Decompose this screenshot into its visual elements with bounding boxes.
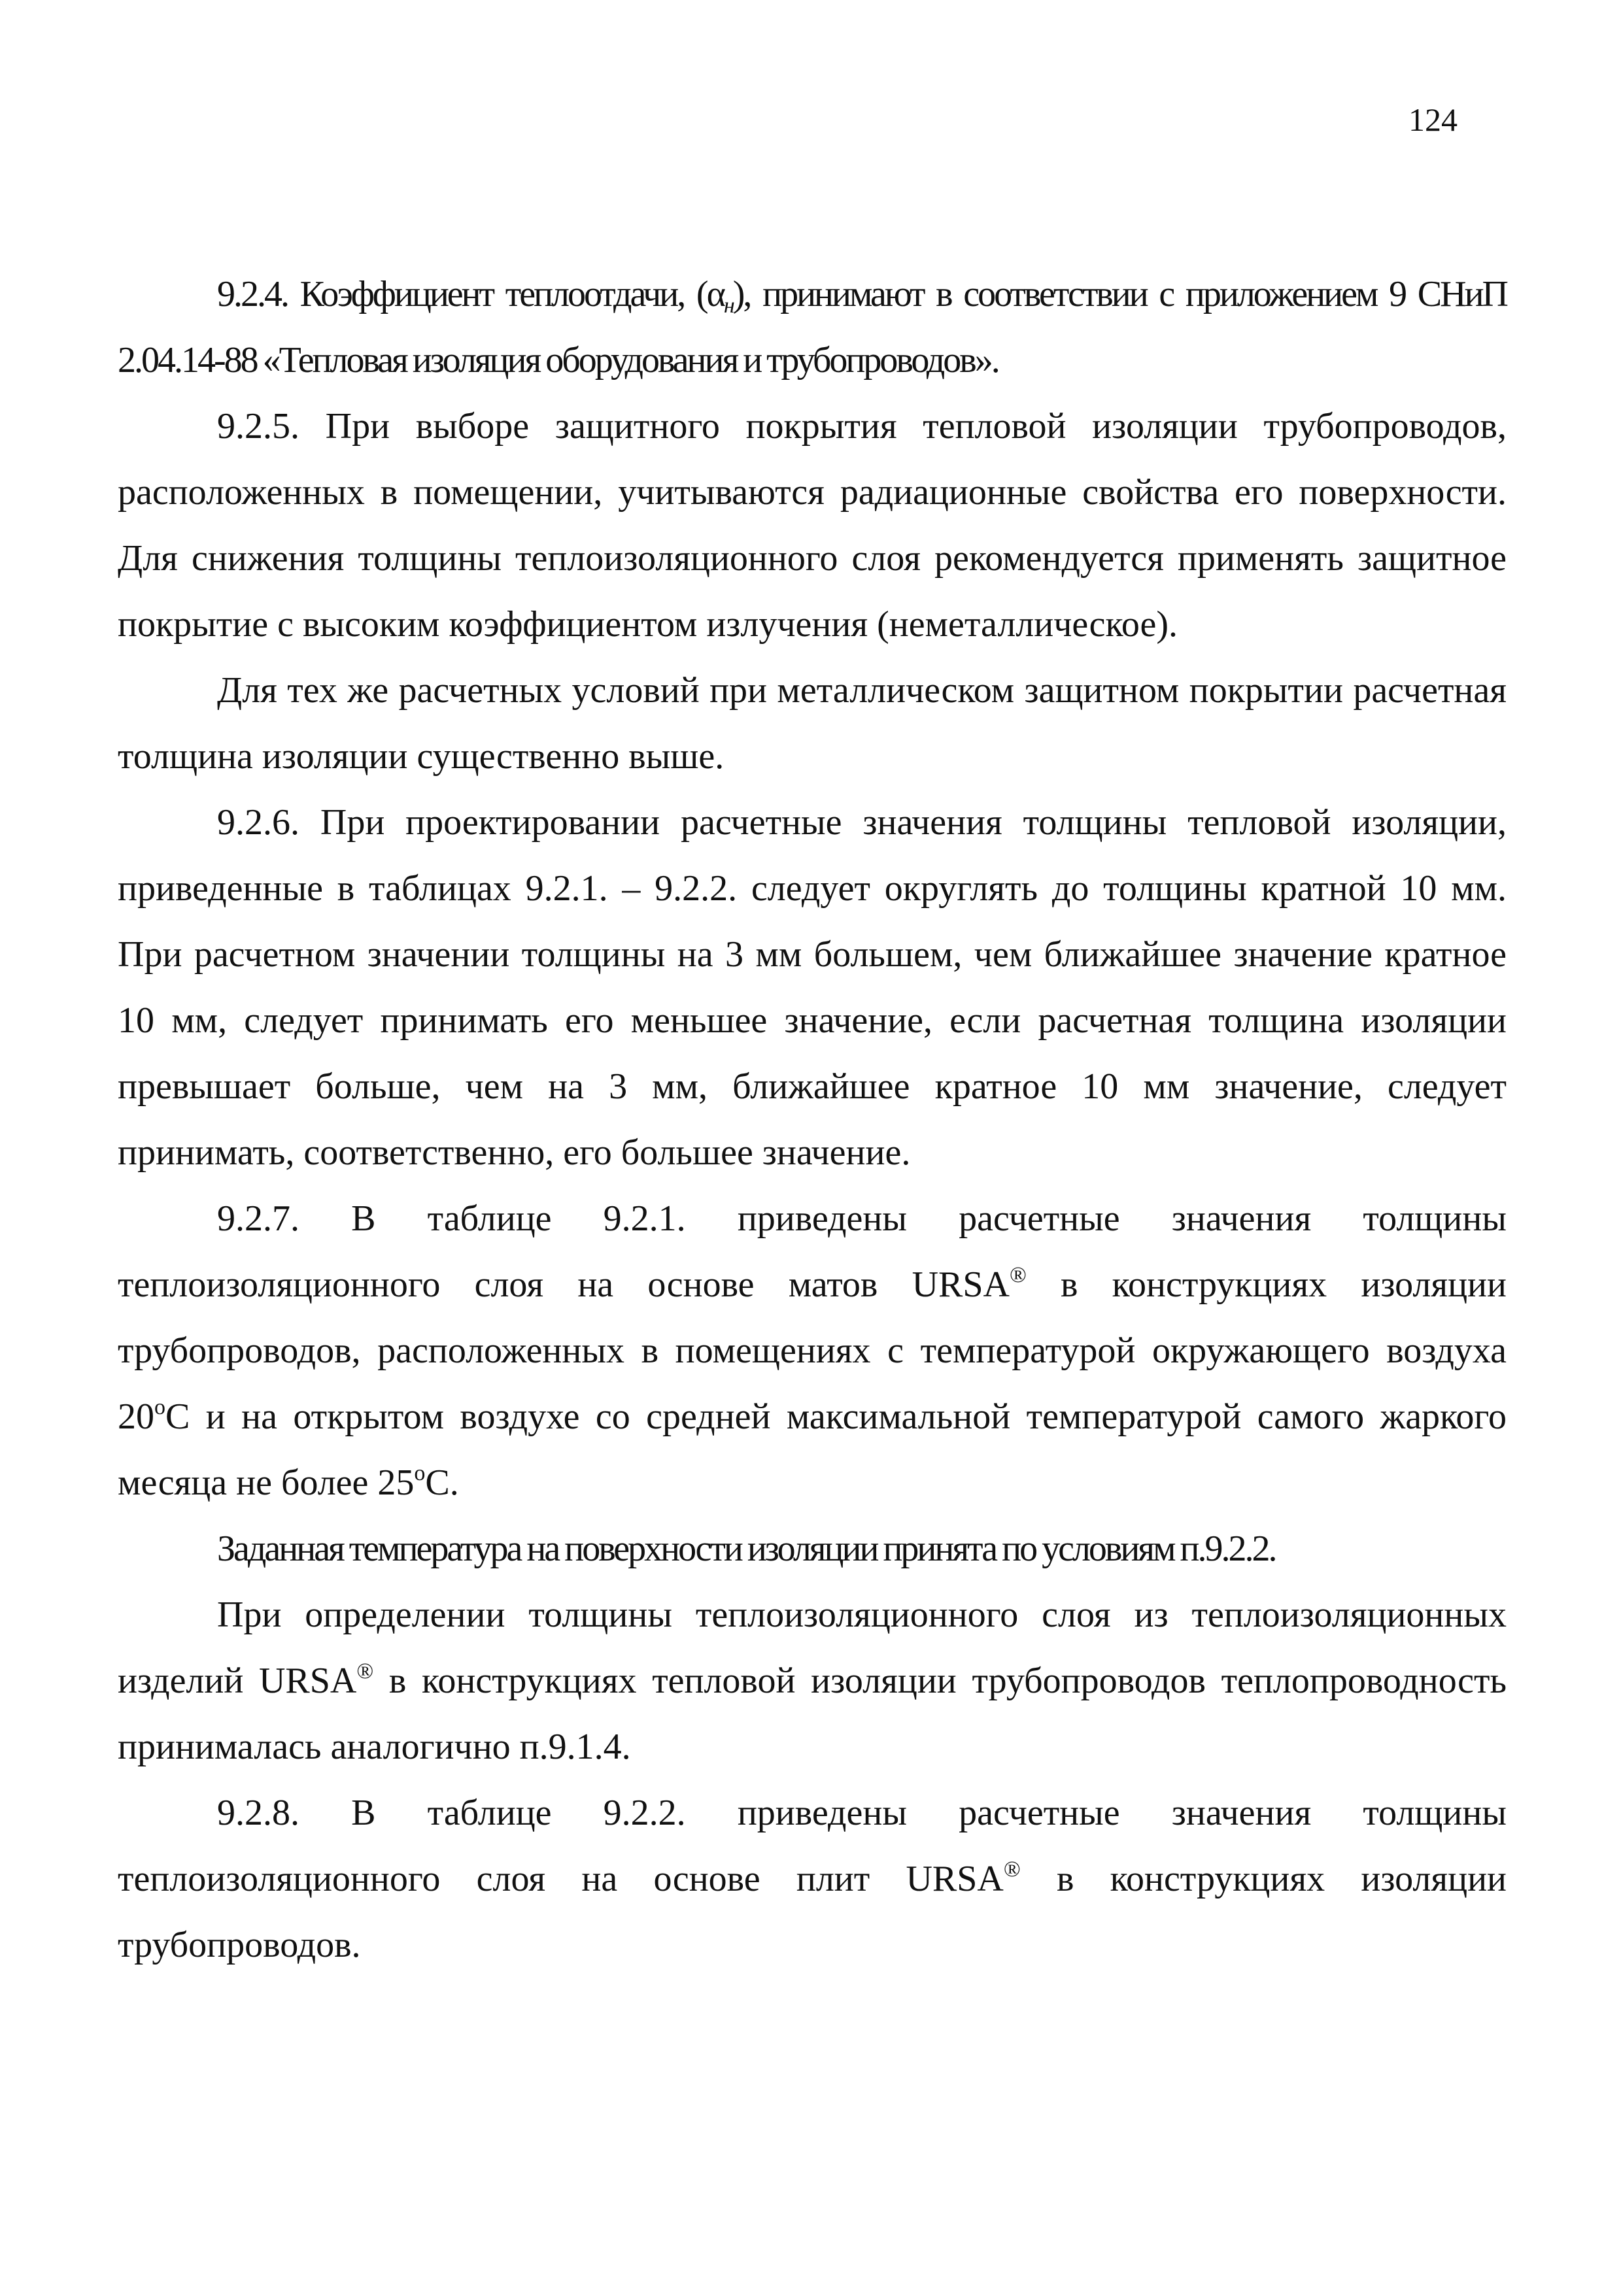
document-body [118,262,1507,1978]
p5-part3: С и на открытом воздухе со средней максимальной температурой самого жаркого месяца не более 25 [118,1396,1507,1503]
alpha-symbol: α [706,274,724,314]
registered-mark: ® [356,1659,374,1683]
p5-part2: в конструкциях изоляции трубопроводов, расположенных в помещениях с температурой окружающего воздуха 20 [118,1264,1507,1437]
p1-tail: ), принимают в соответствии с приложением 9 СНиП 2.04.14-88 «Тепловая изоляция оборудования и трубопроводов». [118,274,1507,380]
registered-mark: ® [1009,1263,1027,1287]
page-number: 124 [1408,101,1458,138]
registered-mark: ® [1003,1857,1021,1882]
p8-part1: 9.2.8. В таблице 9.2.2. приведены расчетные значения толщины теплоизоляционного слоя на основе плит URSA [118,1793,1507,1899]
p5-part4: С. [425,1462,459,1503]
p8-part2: в конструкциях изоляции трубопроводов. [118,1859,1507,1965]
paragraph-thermal-conductivity [118,1582,1507,1780]
degree-mark: o [414,1461,426,1485]
degree-mark: o [154,1395,165,1419]
paragraph-surface-temperature: Заданная температура на поверхности изоляции принята по условиям п.9.2.2. [217,1528,1276,1569]
p5-part1: 9.2.7. В таблице 9.2.1. приведены расчетные значения толщины теплоизоляционного слоя на основе матов URSA [118,1198,1507,1305]
paragraph-9-2-7 [118,1186,1507,1516]
p7-part1: При определении толщины теплоизоляционного слоя из теплоизоляционных изделий URSA [118,1595,1507,1701]
alpha-subscript: н [723,294,733,318]
paragraph-9-2-4 [118,262,1507,394]
p1-lead: 9.2.4. Коэффициент теплоотдачи, ( [217,274,707,314]
paragraph-metal-coating: Для тех же расчетных условий при металлическом защитном покрытии расчетная толщина изоляции существенно выше. [118,670,1507,777]
paragraph-9-2-6: 9.2.6. При проектировании расчетные значения толщины тепловой изоляции, приведенные в таблицах 9.2.1. – 9.2.2. следует округлять до толщины кратной 10 мм. При расчетном значении толщины на 3 мм большем, чем ближайшее значение кратное 10 мм, следует принимать его меньшее значение, если расчетная толщина изоляции превышает больше, чем на 3 мм, ближайшее кратное 10 мм значение, следует принимать, соответственно, его большее значение. [118,802,1507,1173]
paragraph-9-2-5: 9.2.5. При выборе защитного покрытия тепловой изоляции трубопроводов, расположенных в помещении, учитываются радиационные свойства его поверхности. Для снижения толщины теплоизоляционного слоя рекомендуется применять защитное покрытие с высоким коэффициентом излучения (неметаллическое). [118,406,1507,645]
paragraph-9-2-8 [118,1780,1507,1978]
p7-part2: в конструкциях тепловой изоляции трубопроводов теплопроводность принималась аналогично п.9.1.4. [118,1661,1507,1767]
